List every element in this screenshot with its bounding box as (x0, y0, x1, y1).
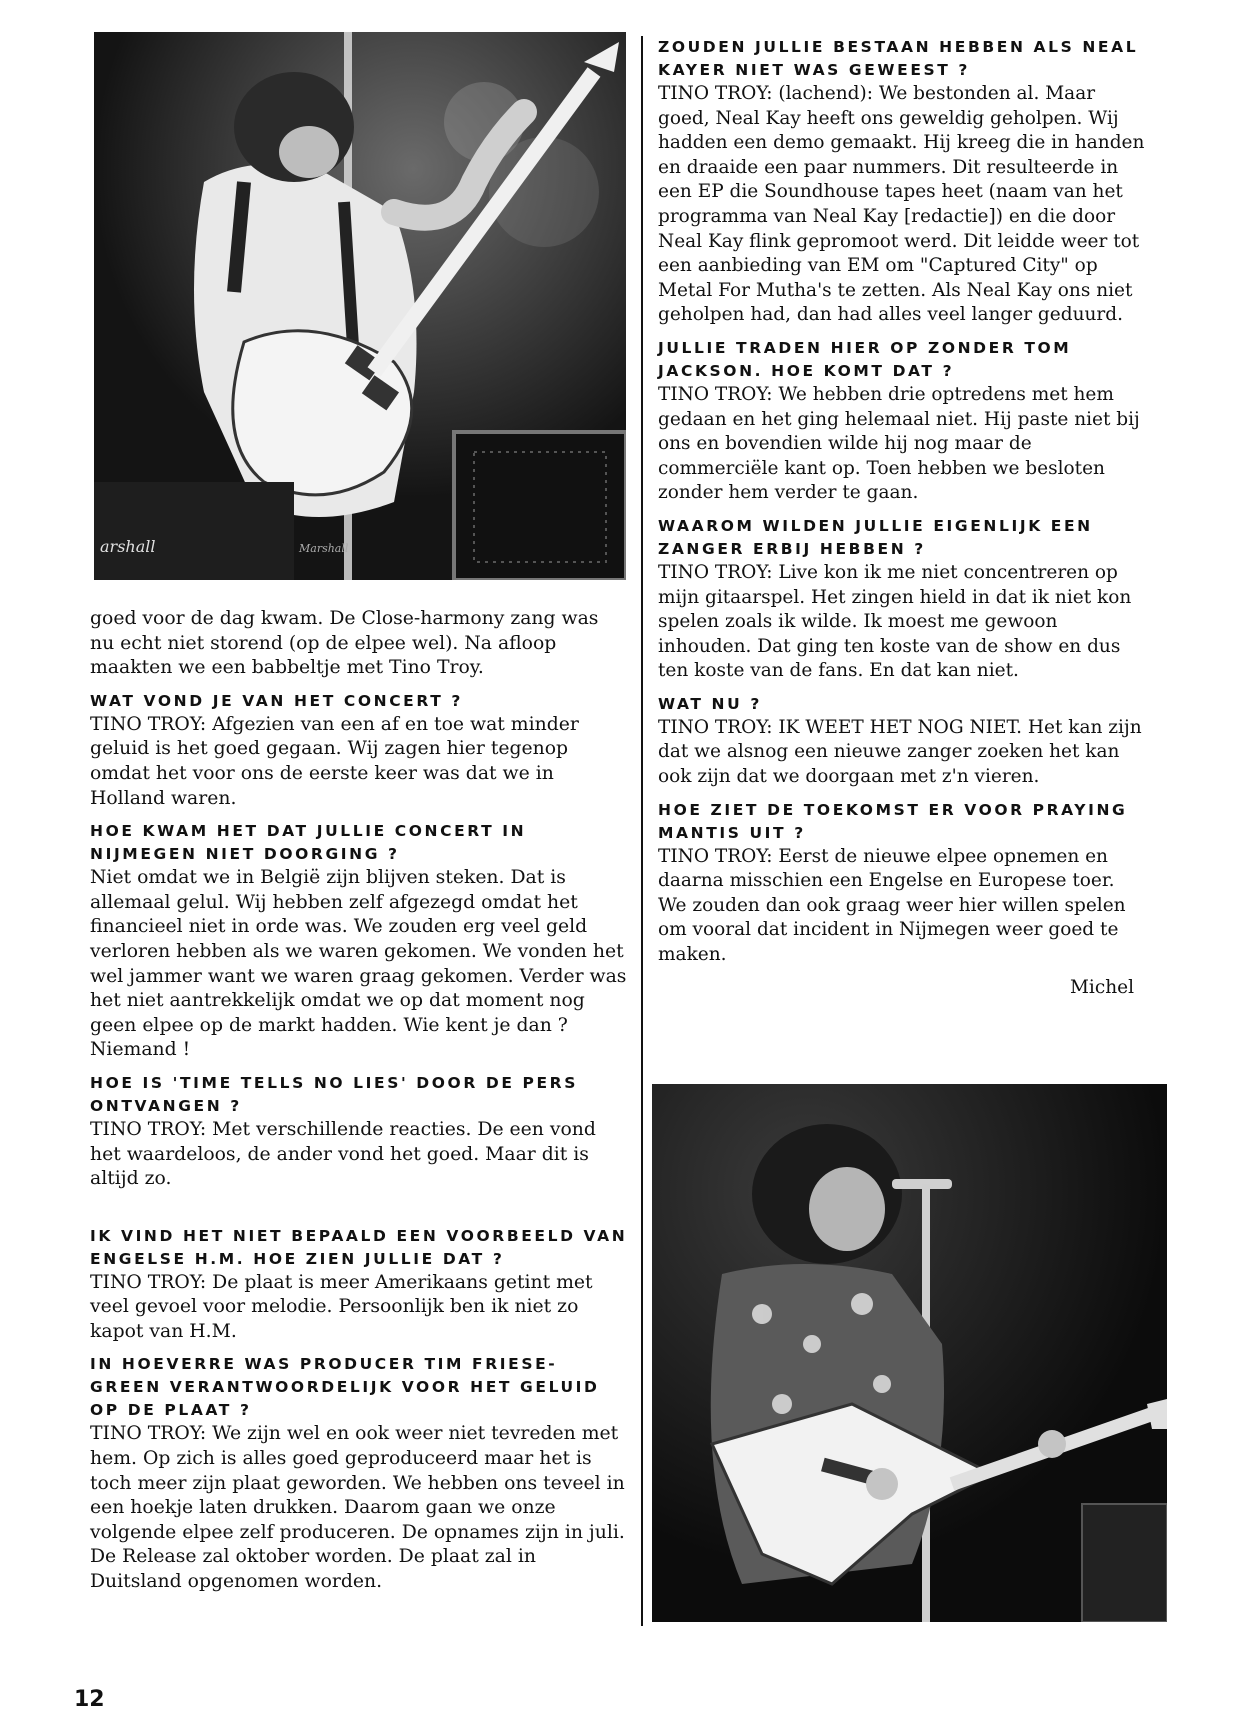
answer-neal-kay: TINO TROY: (lachend): We bestonden al. Maar goed, Neal Kay heeft ons geweldig geholpen. Wij hadden een demo gemaakt. Hij kreeg die in handen en draaide een paar nummers. Dit resulteerde in een EP die Soundhouse tapes heet (naam van het programma van Neal Kay [redactie]) en die door Neal Kay flink gepromoot werd. Dit leidde weer tot een aanbieding van EM om "Captured City" op Metal For Mutha's te zetten. Als Neal Kay ons niet geholpen had, dan had alles veel langer geduurd. (658, 83, 1145, 326)
answer-nijmegen: Niet omdat we in België zijn blijven steken. Dat is allemaal gelul. Wij hebben zelf afgezegd omdat het financieel niet in orde was. We zouden erg veel geld verloren hebben als we waren gekomen. We vonden het wel jammer want we waren graag gekomen. Verder was het niet aantrekkelijk omdat we op dat moment nog geen elpee op de markt hadden. Wie kent je dan ? Niemand ! (90, 867, 627, 1061)
question-tom-jackson: JULLIE TRADEN HIER OP ZONDER TOM JACKSON. HOE KOMT DAT ? (658, 338, 1072, 380)
question-neal-kay: ZOUDEN JULLIE BESTAAN HEBBEN ALS NEAL KAYER NIET WAS GEWEEST ? (658, 38, 1139, 79)
answer-time-tells-no-lies: TINO TROY: Met verschillende reacties. De een vond het waardeloos, de ander vond het goed. Maar dit is altijd zo. (90, 1118, 596, 1190)
left-column (90, 607, 628, 1604)
guitarist-illustration (652, 1084, 1167, 1622)
answer-concert: TINO TROY: Afgezien van een af en toe wat minder geluid is het goed gegaan. Wij zagen hier tegenop omdat het voor ons de eerste keer was dat we in Holland waren. (90, 713, 579, 809)
photo-bassist (94, 32, 626, 580)
author-signature: Michel (1069, 976, 1134, 998)
answer-tom-jackson: TINO TROY: We hebben drie optredens met hem gedaan en het ging helemaal niet. Hij paste niet bij ons en bovendien wilde hij nog maar de commerciële kant op. Toen hebben we besloten zonder hem verder te gaan. (658, 383, 1140, 504)
amp-logo-2: Marshall (299, 542, 349, 555)
intro-paragraph: goed voor de dag kwam. De Close-harmony zang was nu echt niet storend (op de elpee wel). Na afloop maakten we een babbeltje met Tino Troy. (90, 608, 599, 679)
bassist-illustration (94, 32, 626, 580)
question-zanger: WAAROM WILDEN JULLIE EIGENLIJK EEN ZANGER ERBIJ HEBBEN ? (658, 516, 1093, 558)
question-engelse-hm: IK VIND HET NIET BEPAALD EEN VOORBEELD VAN ENGELSE H.M. HOE ZIEN JULLIE DAT ? (90, 1226, 628, 1268)
question-nijmegen: HOE KWAM HET DAT JULLIE CONCERT IN NIJMEGEN NIET DOORGING ? (90, 822, 527, 864)
answer-wat-nu: TINO TROY: IK WEET HET NOG NIET. Het kan zijn dat we alsnog een nieuwe zanger zoeken het kan ook zijn dat we doorgaan met z'n vieren. (658, 716, 1142, 788)
question-wat-nu: WAT NU ? (658, 694, 762, 713)
answer-engelse-hm: TINO TROY: De plaat is meer Amerikaans getint met veel gevoel voor melodie. Persoonlijk ben ik niet zo kapot van H.M. (90, 1271, 593, 1342)
answer-toekomst: TINO TROY: Eerst de nieuwe elpee opnemen en daarna misschien een Engelse en Europese toer. We zouden dan ook graag weer hier willen spelen om vooral dat incident in Nijmegen weer goed te maken. (658, 845, 1126, 966)
right-column (658, 36, 1146, 998)
question-toekomst: HOE ZIET DE TOEKOMST ER VOOR PRAYING MANTIS UIT ? (658, 800, 1128, 842)
page-number: 12 (74, 1687, 105, 1712)
question-producer: IN HOEVERRE WAS PRODUCER TIM FRIESE-GREEN VERANTWOORDELIJK VOOR HET GELUID OP DE PLAAT ? (90, 1355, 600, 1420)
answer-zanger: TINO TROY: Live kon ik me niet concentreren op mijn gitaarspel. Het zingen hield in dat ik niet kon spelen zoals ik wilde. Ik moest me gewoon inhouden. Dat ging ten koste van de show en dus ten koste van de fans. En dat kan niet. (658, 561, 1132, 682)
amp-logo-1: arshall (100, 537, 156, 556)
question-concert: WAT VOND JE VAN HET CONCERT ? (90, 691, 463, 710)
column-divider (641, 36, 643, 1626)
photo-guitarist (652, 1084, 1167, 1622)
question-time-tells-no-lies: HOE IS 'TIME TELLS NO LIES' DOOR DE PERS ONTVANGEN ? (90, 1073, 578, 1115)
answer-producer: TINO TROY: We zijn wel en ook weer niet tevreden met hem. Op zich is alles goed geproduceerd maar het is toch meer zijn plaat geworden. We hebben ons teveel in een hoekje laten drukken. Daarom gaan we onze volgende elpee zelf produceren. De opnames zijn in juli. De Release zal oktober worden. De plaat zal in Duitsland opgenomen worden. (90, 1423, 625, 1593)
